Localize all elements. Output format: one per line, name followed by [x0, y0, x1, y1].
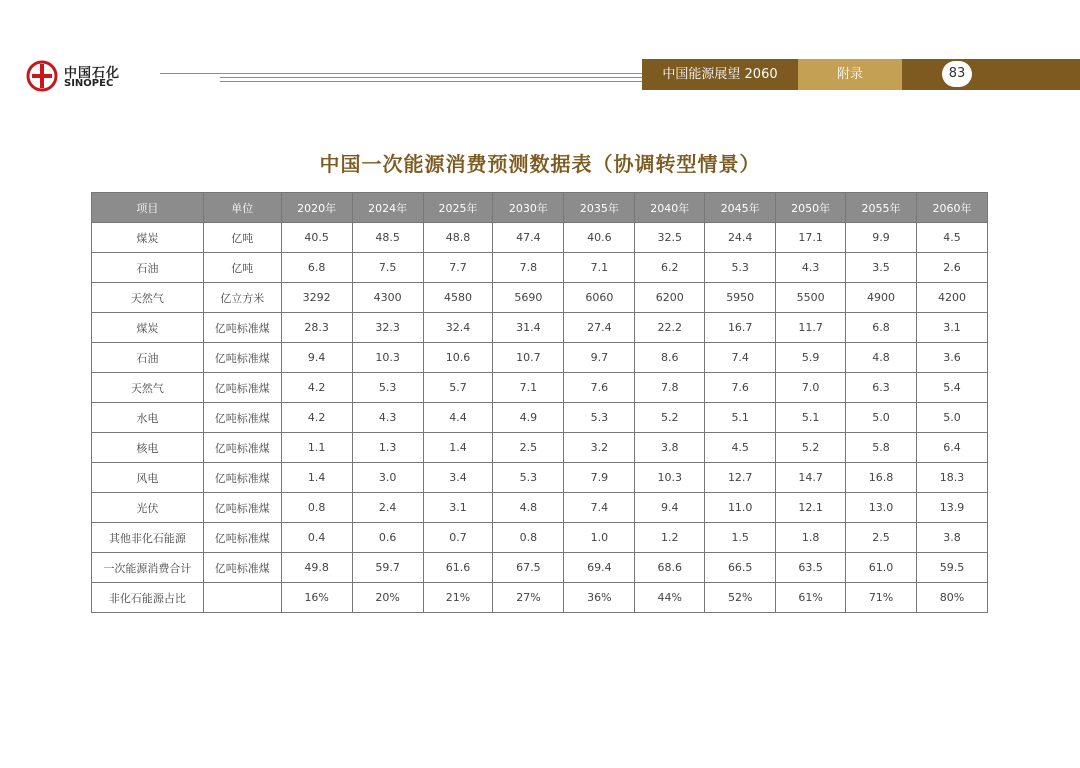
value-cell: 2.4	[352, 493, 423, 523]
value-cell: 32.5	[635, 223, 705, 253]
value-cell: 5.2	[635, 403, 705, 433]
value-cell: 3.2	[564, 433, 635, 463]
value-cell: 7.4	[564, 493, 635, 523]
value-cell: 3.5	[846, 253, 917, 283]
value-cell: 7.4	[705, 343, 776, 373]
value-cell: 27.4	[564, 313, 635, 343]
value-cell: 0.6	[352, 523, 423, 553]
table-row	[92, 523, 988, 553]
row-label-cell: 非化石能源占比	[92, 583, 204, 613]
value-cell: 68.6	[635, 553, 705, 583]
table-row	[92, 583, 988, 613]
value-cell: 6060	[564, 283, 635, 313]
value-cell: 5950	[705, 283, 776, 313]
value-cell: 5.7	[423, 373, 493, 403]
column-header: 2030年	[493, 193, 564, 223]
value-cell: 7.8	[635, 373, 705, 403]
value-cell: 16.8	[846, 463, 917, 493]
value-cell: 32.4	[423, 313, 493, 343]
value-cell: 80%	[917, 583, 988, 613]
value-cell: 1.8	[776, 523, 846, 553]
logo-chinese-text: 中国石化	[64, 66, 121, 81]
value-cell: 24.4	[705, 223, 776, 253]
value-cell: 8.6	[635, 343, 705, 373]
row-label-cell: 天然气	[92, 283, 204, 313]
section-label: 附录	[836, 67, 863, 82]
sinopec-logo-icon	[26, 60, 58, 92]
page-title: 中国一次能源消费预测数据表（协调转型情景）	[319, 152, 761, 176]
table-row	[92, 343, 988, 373]
row-label-cell: 水电	[92, 403, 204, 433]
value-cell: 12.1	[776, 493, 846, 523]
value-cell: 3.8	[635, 433, 705, 463]
value-cell: 49.8	[281, 553, 352, 583]
value-cell: 3.0	[352, 463, 423, 493]
value-cell: 5.1	[776, 403, 846, 433]
column-header: 单位	[203, 193, 281, 223]
value-cell: 2.6	[917, 253, 988, 283]
header-decorative-lines	[160, 66, 642, 86]
value-cell: 10.3	[635, 463, 705, 493]
value-cell: 4200	[917, 283, 988, 313]
table-row	[92, 463, 988, 493]
value-cell: 66.5	[705, 553, 776, 583]
value-cell: 61%	[776, 583, 846, 613]
column-header: 2035年	[564, 193, 635, 223]
column-header: 2060年	[917, 193, 988, 223]
table-row	[92, 373, 988, 403]
value-cell: 22.2	[635, 313, 705, 343]
unit-cell: 亿吨	[203, 223, 281, 253]
table-row	[92, 403, 988, 433]
unit-cell: 亿吨标准煤	[203, 343, 281, 373]
value-cell: 52%	[705, 583, 776, 613]
value-cell: 40.6	[564, 223, 635, 253]
value-cell: 28.3	[281, 313, 352, 343]
row-label-cell: 核电	[92, 433, 204, 463]
value-cell: 7.8	[493, 253, 564, 283]
value-cell: 4.3	[352, 403, 423, 433]
header-band-right	[902, 59, 1080, 90]
unit-cell	[203, 583, 281, 613]
value-cell: 0.8	[281, 493, 352, 523]
value-cell: 10.6	[423, 343, 493, 373]
value-cell: 7.6	[564, 373, 635, 403]
value-cell: 59.7	[352, 553, 423, 583]
report-title: 中国能源展望 2060	[662, 67, 778, 82]
value-cell: 5.8	[846, 433, 917, 463]
row-label-cell: 光伏	[92, 493, 204, 523]
unit-cell: 亿吨标准煤	[203, 433, 281, 463]
value-cell: 5.9	[776, 343, 846, 373]
unit-cell: 亿立方米	[203, 283, 281, 313]
value-cell: 3.8	[917, 523, 988, 553]
row-label-cell: 煤炭	[92, 223, 204, 253]
energy-forecast-table	[91, 192, 988, 613]
column-header: 2050年	[776, 193, 846, 223]
value-cell: 17.1	[776, 223, 846, 253]
unit-cell: 亿吨标准煤	[203, 403, 281, 433]
value-cell: 11.7	[776, 313, 846, 343]
value-cell: 59.5	[917, 553, 988, 583]
table-row	[92, 313, 988, 343]
value-cell: 48.8	[423, 223, 493, 253]
value-cell: 27%	[493, 583, 564, 613]
value-cell: 36%	[564, 583, 635, 613]
value-cell: 71%	[846, 583, 917, 613]
column-header: 项目	[92, 193, 204, 223]
value-cell: 1.1	[281, 433, 352, 463]
value-cell: 4.9	[493, 403, 564, 433]
value-cell: 6.2	[635, 253, 705, 283]
column-header: 2045年	[705, 193, 776, 223]
row-label-cell: 煤炭	[92, 313, 204, 343]
row-label-cell: 石油	[92, 343, 204, 373]
value-cell: 9.7	[564, 343, 635, 373]
value-cell: 47.4	[493, 223, 564, 253]
row-label-cell: 一次能源消费合计	[92, 553, 204, 583]
table-row	[92, 433, 988, 463]
value-cell: 20%	[352, 583, 423, 613]
column-header: 2040年	[635, 193, 705, 223]
value-cell: 1.5	[705, 523, 776, 553]
value-cell: 3.1	[917, 313, 988, 343]
value-cell: 40.5	[281, 223, 352, 253]
value-cell: 3.4	[423, 463, 493, 493]
value-cell: 3292	[281, 283, 352, 313]
value-cell: 6.8	[281, 253, 352, 283]
value-cell: 3.1	[423, 493, 493, 523]
value-cell: 18.3	[917, 463, 988, 493]
value-cell: 5.3	[564, 403, 635, 433]
value-cell: 10.3	[352, 343, 423, 373]
value-cell: 1.4	[281, 463, 352, 493]
row-label-cell: 天然气	[92, 373, 204, 403]
value-cell: 69.4	[564, 553, 635, 583]
table-row	[92, 223, 988, 253]
column-header: 2055年	[846, 193, 917, 223]
table-row	[92, 493, 988, 523]
row-label-cell: 风电	[92, 463, 204, 493]
value-cell: 14.7	[776, 463, 846, 493]
value-cell: 3.6	[917, 343, 988, 373]
table-header-row	[92, 193, 988, 223]
value-cell: 7.1	[493, 373, 564, 403]
logo-english-text: SINOPEC	[64, 78, 114, 89]
column-header: 2020年	[281, 193, 352, 223]
value-cell: 5.1	[705, 403, 776, 433]
value-cell: 67.5	[493, 553, 564, 583]
value-cell: 0.8	[493, 523, 564, 553]
value-cell: 7.1	[564, 253, 635, 283]
table-row	[92, 553, 988, 583]
unit-cell: 亿吨标准煤	[203, 523, 281, 553]
row-label-cell: 石油	[92, 253, 204, 283]
value-cell: 4.8	[493, 493, 564, 523]
value-cell: 5.3	[352, 373, 423, 403]
unit-cell: 亿吨标准煤	[203, 373, 281, 403]
value-cell: 5.0	[846, 403, 917, 433]
value-cell: 9.4	[281, 343, 352, 373]
value-cell: 10.7	[493, 343, 564, 373]
value-cell: 4.4	[423, 403, 493, 433]
table-row	[92, 253, 988, 283]
value-cell: 9.4	[635, 493, 705, 523]
value-cell: 48.5	[352, 223, 423, 253]
value-cell: 5690	[493, 283, 564, 313]
value-cell: 4.5	[917, 223, 988, 253]
value-cell: 4.5	[705, 433, 776, 463]
unit-cell: 亿吨标准煤	[203, 463, 281, 493]
value-cell: 7.5	[352, 253, 423, 283]
value-cell: 4.8	[846, 343, 917, 373]
value-cell: 6.4	[917, 433, 988, 463]
value-cell: 4.3	[776, 253, 846, 283]
value-cell: 2.5	[493, 433, 564, 463]
value-cell: 12.7	[705, 463, 776, 493]
row-label-cell: 其他非化石能源	[92, 523, 204, 553]
value-cell: 6.3	[846, 373, 917, 403]
value-cell: 4300	[352, 283, 423, 313]
table-row	[92, 283, 988, 313]
value-cell: 61.6	[423, 553, 493, 583]
value-cell: 7.7	[423, 253, 493, 283]
value-cell: 5.4	[917, 373, 988, 403]
value-cell: 63.5	[776, 553, 846, 583]
value-cell: 7.6	[705, 373, 776, 403]
column-header: 2025年	[423, 193, 493, 223]
column-header: 2024年	[352, 193, 423, 223]
table-body	[92, 223, 988, 613]
value-cell: 1.0	[564, 523, 635, 553]
value-cell: 4580	[423, 283, 493, 313]
unit-cell: 亿吨标准煤	[203, 553, 281, 583]
value-cell: 44%	[635, 583, 705, 613]
unit-cell: 亿吨标准煤	[203, 313, 281, 343]
value-cell: 7.0	[776, 373, 846, 403]
value-cell: 9.9	[846, 223, 917, 253]
value-cell: 1.2	[635, 523, 705, 553]
sinopec-logo	[26, 60, 136, 94]
unit-cell: 亿吨标准煤	[203, 493, 281, 523]
page-number-badge: 83	[942, 61, 972, 87]
unit-cell: 亿吨	[203, 253, 281, 283]
value-cell: 5500	[776, 283, 846, 313]
value-cell: 16%	[281, 583, 352, 613]
value-cell: 4.2	[281, 373, 352, 403]
value-cell: 0.7	[423, 523, 493, 553]
value-cell: 7.9	[564, 463, 635, 493]
value-cell: 13.0	[846, 493, 917, 523]
value-cell: 6.8	[846, 313, 917, 343]
value-cell: 5.0	[917, 403, 988, 433]
value-cell: 32.3	[352, 313, 423, 343]
value-cell: 2.5	[846, 523, 917, 553]
value-cell: 4900	[846, 283, 917, 313]
value-cell: 4.2	[281, 403, 352, 433]
value-cell: 5.3	[493, 463, 564, 493]
value-cell: 61.0	[846, 553, 917, 583]
value-cell: 11.0	[705, 493, 776, 523]
value-cell: 21%	[423, 583, 493, 613]
value-cell: 5.2	[776, 433, 846, 463]
value-cell: 6200	[635, 283, 705, 313]
value-cell: 0.4	[281, 523, 352, 553]
value-cell: 1.3	[352, 433, 423, 463]
value-cell: 1.4	[423, 433, 493, 463]
value-cell: 31.4	[493, 313, 564, 343]
value-cell: 16.7	[705, 313, 776, 343]
value-cell: 13.9	[917, 493, 988, 523]
value-cell: 5.3	[705, 253, 776, 283]
